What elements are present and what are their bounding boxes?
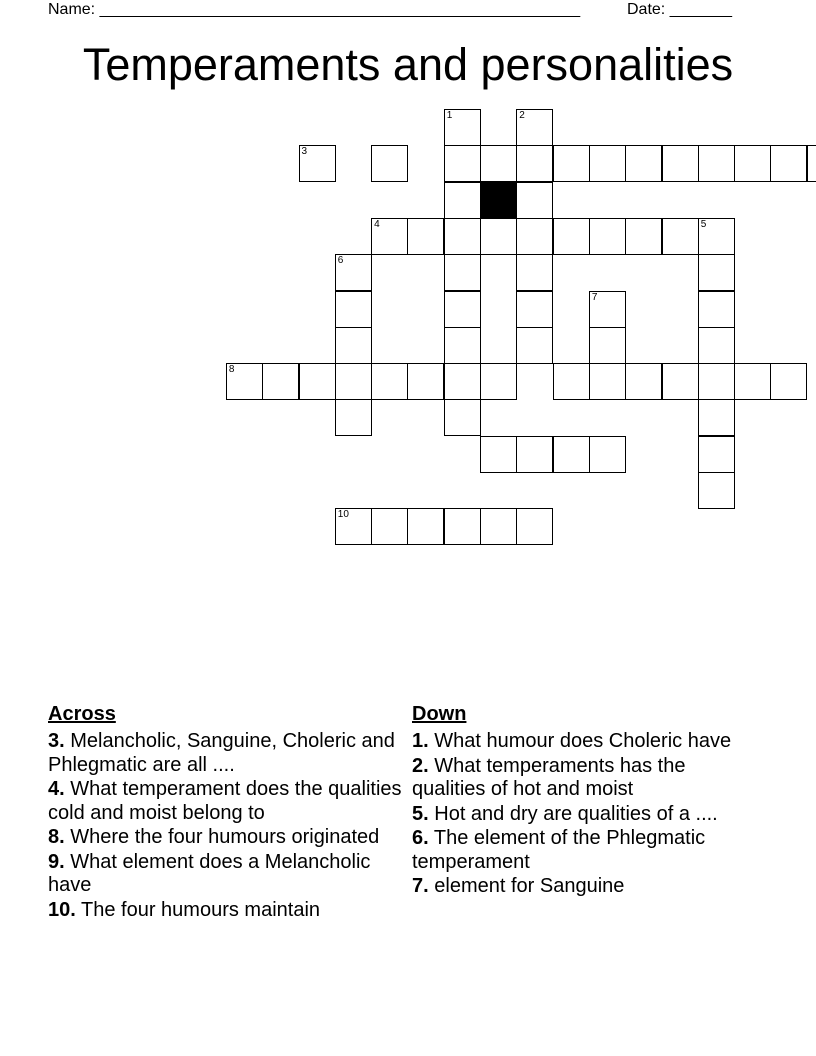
- clue-number: 5.: [412, 802, 429, 825]
- crossword-cell: [625, 363, 662, 400]
- clue-number-label: 5: [700, 218, 707, 230]
- crossword-cell: [335, 327, 372, 364]
- down-clue: [412, 730, 757, 754]
- clue-number-label: 4: [374, 218, 380, 230]
- down-clue: [412, 875, 757, 899]
- crossword-cell: [625, 145, 662, 182]
- down-clues: [412, 702, 757, 900]
- crossword-cell: [480, 218, 517, 255]
- clue-text: Where the four humours originated: [70, 826, 380, 848]
- crossword-cell: [589, 218, 626, 255]
- crossword-cell: [698, 472, 735, 509]
- crossword-cell: [589, 145, 626, 182]
- across-clue: [48, 899, 408, 923]
- clue-number: 6.: [412, 827, 429, 849]
- clue-text: Hot and dry are qualities of a ....: [434, 802, 718, 825]
- clue-number-label: 2: [519, 110, 525, 121]
- crossword-cell: [516, 254, 553, 291]
- crossword-cell: [516, 218, 553, 255]
- clue-text: Melancholic, Sanguine, Choleric and Phlegmatic are all ....: [48, 730, 395, 776]
- clue-number: 3.: [48, 730, 65, 752]
- crossword-cell: [480, 508, 517, 545]
- crossword-cell: [444, 399, 481, 436]
- crossword-cell: [516, 109, 553, 146]
- crossword-cell: [371, 363, 408, 400]
- crossword-cell: [698, 145, 735, 182]
- crossword-cell: [662, 145, 699, 182]
- clue-number: 8.: [48, 826, 65, 848]
- crossword-cell: [698, 363, 735, 400]
- name-line: Name: ______________________________________________________: [48, 1, 581, 18]
- crossword-cell: [407, 508, 444, 545]
- crossword-cell: [516, 145, 553, 182]
- crossword-cell: [444, 363, 481, 400]
- crossword-cell: [335, 399, 372, 436]
- crossword-cell: [516, 508, 553, 545]
- crossword-cell: [335, 254, 372, 291]
- clue-number: 1.: [412, 730, 429, 752]
- crossword-cell: [371, 218, 408, 255]
- clue-number: 4.: [48, 778, 65, 800]
- crossword-cell: [335, 508, 372, 545]
- across-clues: [48, 702, 408, 923]
- crossword-cell: [480, 145, 517, 182]
- across-clue: [48, 778, 408, 825]
- crossword-cell: [516, 182, 553, 219]
- crossword-cell: [299, 145, 336, 182]
- crossword-black-cell: [480, 182, 517, 219]
- crossword-cell: [553, 363, 590, 400]
- crossword-cell: [226, 363, 263, 400]
- crossword-cell: [444, 291, 481, 328]
- crossword-cell: [444, 327, 481, 364]
- crossword-cell: [770, 145, 807, 182]
- crossword-cell: [407, 363, 444, 400]
- crossword-cell: [335, 291, 372, 328]
- crossword-cell: [444, 182, 481, 219]
- crossword-cell: [407, 218, 444, 255]
- clue-text: The four humours maintain: [81, 898, 321, 921]
- crossword-cell: [662, 218, 699, 255]
- crossword-cell: [553, 218, 590, 255]
- crossword-cell: [516, 327, 553, 364]
- clue-text: element for Sanguine: [434, 875, 625, 897]
- clue-number: 7.: [412, 875, 429, 897]
- down-clue-list: [412, 730, 757, 899]
- crossword-cell: [662, 363, 699, 400]
- clue-number: 10.: [48, 898, 76, 921]
- crossword-cell: [698, 254, 735, 291]
- crossword-cell: [371, 145, 408, 182]
- clue-number-label: 7: [591, 291, 598, 303]
- crossword-cell: [589, 291, 626, 328]
- crossword-cell: [698, 218, 735, 255]
- crossword-cell: [516, 291, 553, 328]
- across-clue-list: [48, 730, 408, 922]
- clue-text: What temperament does the qualities cold and moist belong to: [48, 778, 402, 824]
- across-clue: [48, 826, 408, 850]
- crossword-cell: [807, 145, 816, 182]
- crossword-cell: [698, 327, 735, 364]
- crossword-cell: [698, 291, 735, 328]
- clue-text: What temperaments has the qualities of hot and moist: [412, 754, 686, 800]
- clue-number-label: 10: [337, 509, 349, 521]
- crossword-cell: [444, 218, 481, 255]
- across-clue: [48, 851, 408, 898]
- crossword-cell: [734, 363, 771, 400]
- crossword-cell: [734, 145, 771, 182]
- clue-number-label: 8: [228, 364, 235, 376]
- down-clue: [412, 827, 757, 874]
- crossword-cell: [444, 508, 481, 545]
- crossword-cell: [444, 254, 481, 291]
- crossword-cell: [589, 363, 626, 400]
- clue-number-label: 3: [301, 146, 308, 158]
- clue-text: What humour does Choleric have: [434, 730, 732, 752]
- clue-number: 2.: [412, 754, 429, 777]
- crossword-cell: [480, 363, 517, 400]
- date-line: Date: _______: [627, 1, 732, 18]
- crossword-cell: [553, 436, 590, 473]
- crossword-cell: [262, 363, 299, 400]
- clue-text: The element of the Phlegmatic temperament: [412, 827, 706, 873]
- crossword-cell: [698, 436, 735, 473]
- clue-number: 9.: [48, 850, 65, 873]
- crossword-cell: [770, 363, 807, 400]
- crossword-cell: [625, 218, 662, 255]
- down-heading: Down: [412, 703, 467, 725]
- crossword-cell: [553, 145, 590, 182]
- clue-text: What element does a Melancholic have: [48, 850, 371, 896]
- crossword-cell: [299, 363, 336, 400]
- crossword-cell: [444, 109, 481, 146]
- page-title: Temperaments and personalities: [82, 39, 734, 90]
- crossword-cell: [371, 508, 408, 545]
- clue-number-label: 1: [446, 110, 453, 121]
- down-clue: [412, 755, 757, 802]
- crossword-cell: [480, 436, 517, 473]
- crossword-cell: [335, 363, 372, 400]
- across-clue: [48, 730, 408, 777]
- across-heading: Across: [48, 703, 116, 725]
- crossword-cell: [589, 436, 626, 473]
- crossword-cell: [516, 436, 553, 473]
- crossword-cell: [589, 327, 626, 364]
- crossword-cell: [698, 399, 735, 436]
- crossword-cell: [444, 145, 481, 182]
- clue-number-label: 6: [337, 255, 344, 267]
- down-clue: [412, 803, 757, 827]
